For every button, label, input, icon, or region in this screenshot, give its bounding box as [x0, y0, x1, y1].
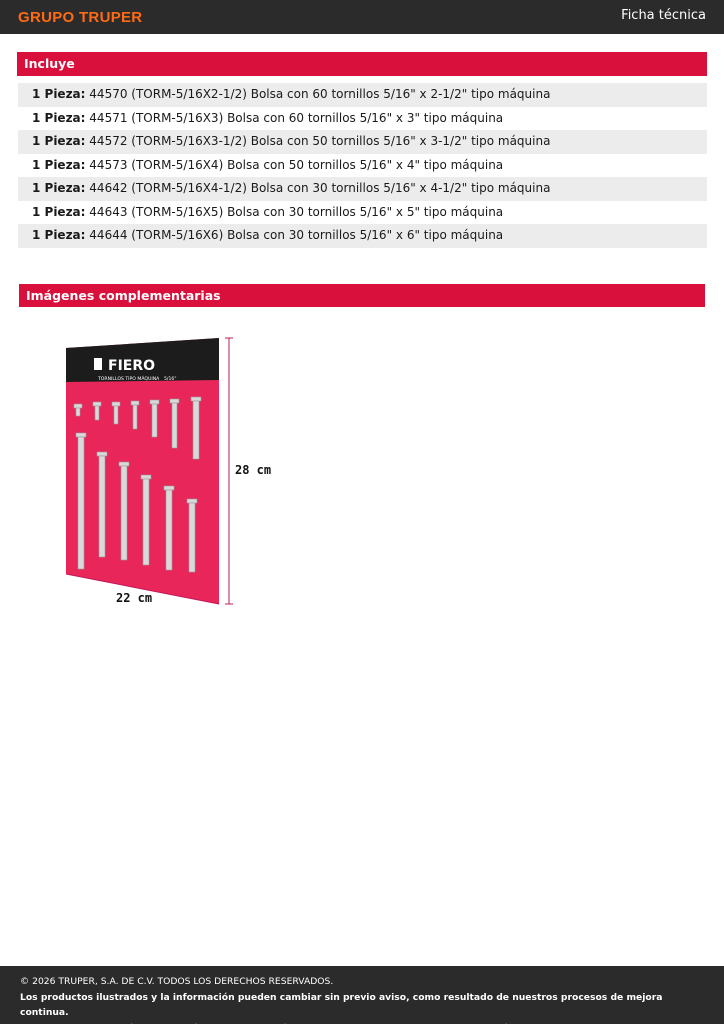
item-qty: 1 Pieza:	[32, 228, 85, 242]
screw-head	[93, 402, 101, 406]
width-label: 22 cm	[116, 591, 152, 605]
board-brand: FIERO	[108, 358, 155, 374]
item-desc: 44644 (TORM-5/16X6) Bolsa con 30 tornillos 5/16" x 6" tipo máquina	[89, 228, 503, 242]
item-desc: 44643 (TORM-5/16X5) Bolsa con 30 tornillos 5/16" x 5" tipo máquina	[89, 205, 503, 219]
screw-shank	[78, 437, 84, 569]
screw-shank	[133, 405, 137, 429]
list-item	[18, 83, 707, 107]
list-item	[18, 130, 707, 154]
screw-head	[119, 462, 129, 466]
screw-shank	[193, 401, 199, 459]
board-size: 5/16"	[164, 376, 176, 382]
screw-shank	[76, 408, 80, 416]
height-label: 28 cm	[235, 463, 271, 477]
item-qty: 1 Pieza:	[32, 111, 85, 125]
screw-shank	[166, 490, 172, 570]
includes-list	[18, 83, 707, 248]
screw-shank	[152, 404, 157, 437]
list-item	[18, 224, 707, 248]
screw-shank	[189, 503, 195, 572]
screw-shank	[99, 456, 105, 557]
screw-head	[141, 475, 151, 479]
doc-type-label: Ficha técnica	[621, 8, 706, 23]
includes-header: Incluye	[17, 52, 707, 76]
screw-shank	[114, 406, 118, 424]
list-item	[18, 177, 707, 201]
screw-head	[74, 404, 82, 408]
item-desc: 44571 (TORM-5/16X3) Bolsa con 60 tornillos 5/16" x 3" tipo máquina	[89, 111, 503, 125]
footer-copyright: © 2026 TRUPER, S.A. DE C.V. TODOS LOS DERECHOS RESERVADOS.	[20, 974, 704, 990]
page-footer	[0, 966, 724, 1024]
footer-prohibition: Prohibida su reproducción o divulgación total o parcial así como su uso o aprovechamiento sin autorización escrita de Truper, S.A. de C.V.	[20, 1021, 704, 1036]
item-qty: 1 Pieza:	[32, 181, 85, 195]
screw-shank	[172, 403, 177, 448]
footer-notice: Los productos ilustrados y la información pueden cambiar sin previo aviso, como resultado de nuestros procesos de mejora continua.	[20, 990, 704, 1021]
item-desc: 44642 (TORM-5/16X4-1/2) Bolsa con 30 tornillos 5/16" x 4-1/2" tipo máquina	[89, 181, 550, 195]
screw-head	[170, 399, 179, 403]
item-desc: 44573 (TORM-5/16X4) Bolsa con 50 tornillos 5/16" x 4" tipo máquina	[89, 158, 503, 172]
item-desc: 44572 (TORM-5/16X3-1/2) Bolsa con 50 tornillos 5/16" x 3-1/2" tipo máquina	[89, 134, 550, 148]
screw-head	[76, 433, 86, 437]
screw-board-illustration	[60, 334, 280, 614]
list-item	[18, 201, 707, 225]
grupo-truper-logo: GRUPO TRUPER	[18, 9, 142, 26]
top-bar	[0, 0, 724, 34]
screw-shank	[121, 466, 127, 560]
item-desc: 44570 (TORM-5/16X2-1/2) Bolsa con 60 tornillos 5/16" x 2-1/2" tipo máquina	[89, 87, 550, 101]
item-qty: 1 Pieza:	[32, 134, 85, 148]
screw-head	[187, 499, 197, 503]
screw-head	[164, 486, 174, 490]
board-subtitle: TORNILLOS TIPO MÁQUINA	[97, 375, 160, 382]
product-image	[60, 334, 280, 614]
screw-head	[150, 400, 159, 404]
item-qty: 1 Pieza:	[32, 87, 85, 101]
screw-head	[112, 402, 120, 406]
images-header: Imágenes complementarias	[19, 284, 705, 307]
screw-shank	[143, 479, 149, 565]
screw-shank	[95, 406, 99, 420]
list-item	[18, 107, 707, 131]
list-item	[18, 154, 707, 178]
screw-head	[191, 397, 201, 401]
screw-head	[131, 401, 139, 405]
fiero-mark-icon	[94, 358, 102, 370]
screw-head	[97, 452, 107, 456]
item-qty: 1 Pieza:	[32, 158, 85, 172]
item-qty: 1 Pieza:	[32, 205, 85, 219]
